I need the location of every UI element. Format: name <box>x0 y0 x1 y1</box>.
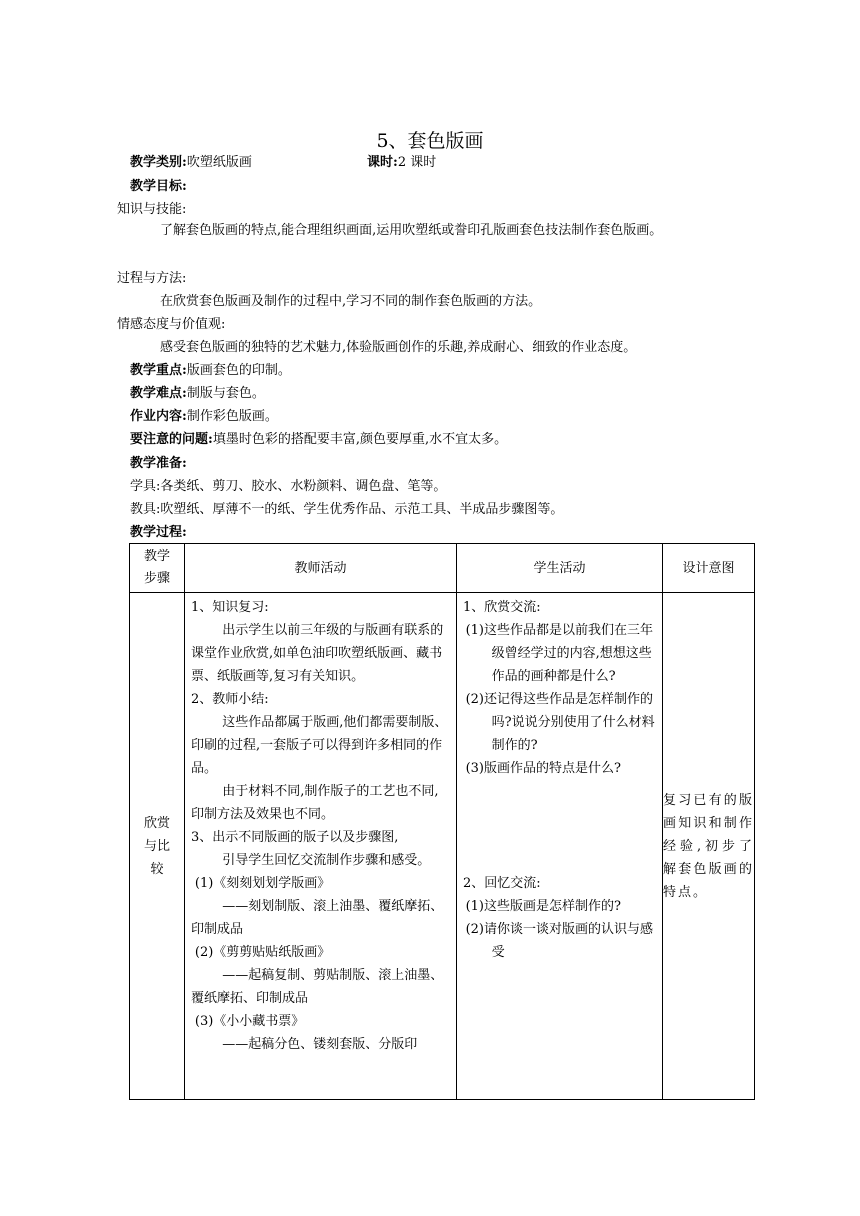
page-title: 5、套色版画 <box>376 130 484 152</box>
meta-row <box>130 154 252 172</box>
attitude-text: 感受套色版画的独特的艺术魅力,体验版画创作的乐趣,养成耐心、细致的作业态度。 <box>160 340 637 355</box>
knowledge-text: 了解套色版画的特点,能合理组织画面,运用吹塑纸或誊印孔版画套色技法制作套色版画。 <box>160 223 663 238</box>
teacher-line: ——刻划制版、滚上油墨、覆纸摩拓、印制成品 <box>191 899 444 937</box>
objectives-heading: 教学目标: <box>130 179 187 194</box>
table-row <box>130 593 755 1100</box>
hours-row <box>367 154 436 172</box>
attention-value: 填墨时色彩的搭配要丰富,颜色要厚重,水不宜太多。 <box>212 432 508 447</box>
step-cell: 欣赏与比较 <box>130 593 185 1100</box>
attention-label: 要注意的问题: <box>130 432 213 447</box>
process-label: 过程与方法: <box>117 271 187 286</box>
design-intent-cell <box>663 593 755 1100</box>
teacher-line: ——起稿分色、镂刻套版、分版印 <box>222 1037 418 1052</box>
teacher-line: (2)《剪剪贴贴纸版画》 <box>194 945 331 960</box>
header-intent: 设计意图 <box>663 544 755 593</box>
teacher-line: ——起稿复制、剪贴制版、滚上油墨、覆纸摩拓、印制成品 <box>191 968 444 1006</box>
teacher-line: (3)《小小藏书票》 <box>194 1014 305 1029</box>
teaching-process-table <box>129 543 755 1100</box>
homework-value: 制作彩色版画。 <box>186 409 278 424</box>
teacher-line: 这些作品都属于版画,他们都需要制版、印刷的过程,一套版子可以得到许多相同的作品。 <box>191 715 448 776</box>
teacher-line: 3、出示不同版画的版子以及步骤图, <box>191 830 399 845</box>
attitude-label: 情感态度与价值观: <box>117 317 226 332</box>
key-points-value: 版画套色的印制。 <box>186 363 291 378</box>
process-heading: 教学过程: <box>130 525 187 540</box>
header-teacher: 教师活动 <box>185 544 457 593</box>
teacher-line: 由于材料不同,制作版子的工艺也不同,印制方法及效果也不同。 <box>191 784 439 822</box>
student-line: (3)版画作品的特点是什么? <box>465 761 621 776</box>
knowledge-label: 知识与技能: <box>117 202 187 217</box>
homework-label: 作业内容: <box>130 409 187 424</box>
teacher-activity-cell <box>185 593 457 1100</box>
category-value: 吹塑纸版画 <box>186 155 252 170</box>
difficulties-label: 教学难点: <box>130 386 187 401</box>
difficulties-row <box>130 385 265 403</box>
student-tools: 学具:各类纸、剪刀、胶水、水粉颜料、调色盘、笔等。 <box>130 479 447 494</box>
design-intent-text: 复习已有的版画知识和制作经验,初步了解套色版画的特点。 <box>663 792 754 900</box>
student-line: (2)请你谈一谈对版画的认识与感受 <box>465 922 654 960</box>
student-activity-cell <box>457 593 663 1100</box>
hours-value: 2 课时 <box>397 155 437 170</box>
process-text: 在欣赏套色版画及制作的过程中,学习不同的制作套色版画的方法。 <box>160 294 542 309</box>
preparation-heading: 教学准备: <box>130 456 187 471</box>
student-line: (1)这些作品都是以前我们在三年级曾经学过的内容,想想这些作品的画种都是什么? <box>465 623 654 684</box>
category-label: 教学类别: <box>130 155 187 170</box>
teacher-line: 引导学生回忆交流制作步骤和感受。 <box>222 853 431 868</box>
header-student: 学生活动 <box>457 544 663 593</box>
table-header-row <box>130 544 755 593</box>
difficulties-value: 制版与套色。 <box>186 386 265 401</box>
student-line: (2)还记得这些作品是怎样制作的吗?说说分别使用了什么材料制作的? <box>465 692 655 753</box>
teacher-line: (1)《刻刻划划学版画》 <box>194 876 331 891</box>
homework-row <box>130 408 278 426</box>
teacher-line: 2、教师小结: <box>191 692 269 707</box>
student-line: 2、回忆交流: <box>463 876 541 891</box>
key-points-label: 教学重点: <box>130 363 187 378</box>
header-step: 教学步骤 <box>130 544 185 593</box>
teacher-tools: 教具:吹塑纸、厚薄不一的纸、学生优秀作品、示范工具、半成品步骤图等。 <box>130 502 564 517</box>
key-points-row <box>130 362 291 380</box>
student-line: (1)这些版画是怎样制作的? <box>465 899 621 914</box>
student-line: 1、欣赏交流: <box>463 600 541 615</box>
teacher-line: 出示学生以前三年级的与版画有联系的课堂作业欣赏,如单色油印吹塑纸版画、藏书票、纸版画等,复习有关知识。 <box>191 623 444 684</box>
hours-label: 课时: <box>367 155 398 170</box>
attention-row <box>130 431 507 449</box>
teacher-line: 1、知识复习: <box>191 600 269 615</box>
